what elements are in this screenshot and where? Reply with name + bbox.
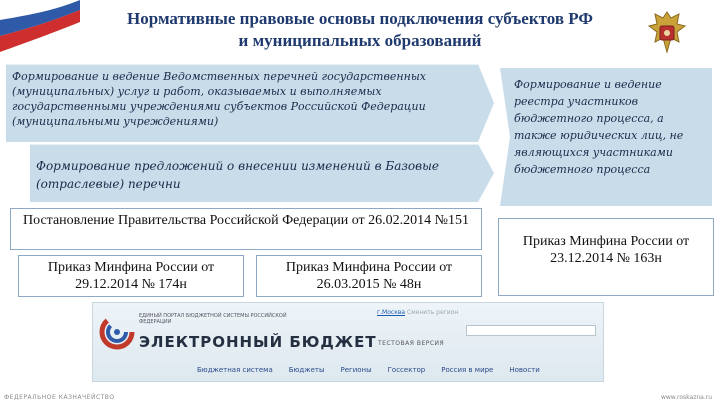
nav-item-budgets[interactable]: Бюджеты [288,366,325,374]
panel-bazovye-perechni [30,144,478,202]
portal-nav [93,363,603,381]
portal-caption: ЕДИНЫЙ ПОРТАЛ БЮДЖЕТНОЙ СИСТЕМЫ РОССИЙСКОЙ ФЕДЕРАЦИИ [139,313,287,325]
document-text: Приказ Минфина России от 23.12.2014 № 163н [522,234,690,266]
document-text: Постановление Правительства Российской Федерации от 26.02.2014 №151 [23,213,469,228]
nav-item-regions[interactable]: Регионы [340,366,372,374]
panel-text: Формирование и ведение Ведомственных перечней государственных (муниципальных) услуг и работ, оказываемых и выполняемых государственными учреждениями субъектов Российской Федерации (муниципальными учреждениями) [12,70,427,128]
panel-text: Формирование предложений о внесении изменений в Базовые (отраслевые) перечни [36,159,439,191]
nav-item-budget-system[interactable]: Бюджетная система [197,366,273,374]
region-selector [377,309,458,316]
document-text: Приказ Минфина России от 29.12.2014 № 174н [47,260,215,292]
region-link[interactable]: г.Москва [377,309,406,316]
title-line-1: Нормативные правовые основы подключения субъектов РФ [127,9,593,28]
flag-ribbon-icon [0,0,80,62]
panel-text: Формирование и ведение реестра участников бюджетного процесса, а также юридических лиц, не являющихся участниками бюджетного процесса [514,78,684,176]
panel-reestr-uchastnikov [500,68,712,206]
search-input[interactable] [466,325,596,336]
emblem-icon [645,8,689,56]
panel-vedomstvennye-perechni [6,64,478,142]
change-region-link[interactable]: Сменить регион [406,309,459,316]
footer-site-link[interactable]: www.roskazna.ru [660,394,712,401]
portal-name: ЭЛЕКТРОННЫЙ БЮДЖЕТ [139,333,377,351]
document-text: Приказ Минфина России от 26.03.2015 № 48н [285,260,453,292]
electronic-budget-banner [92,302,604,382]
test-version-label: ТЕСТОВАЯ ВЕРСИЯ [378,340,445,347]
panel-arrow [478,144,494,202]
nav-item-gossector[interactable]: Госсектор [387,366,426,374]
footer-org: ФЕДЕРАЛЬНОЕ КАЗНАЧЕЙСТВО [4,394,115,401]
page-title [80,8,640,52]
title-line-2: и муниципальных образований [238,31,482,50]
electronic-budget-logo-icon [99,311,135,353]
panel-notch [500,68,510,206]
prikaz-48n-box [256,255,482,297]
nav-item-russia-world[interactable]: Россия в мире [441,366,494,374]
prikaz-163n-box [498,218,714,296]
prikaz-174n-box [18,255,244,297]
postanovlenie-151-box [10,208,482,250]
nav-item-news[interactable]: Новости [509,366,540,374]
panel-arrow [478,64,494,142]
